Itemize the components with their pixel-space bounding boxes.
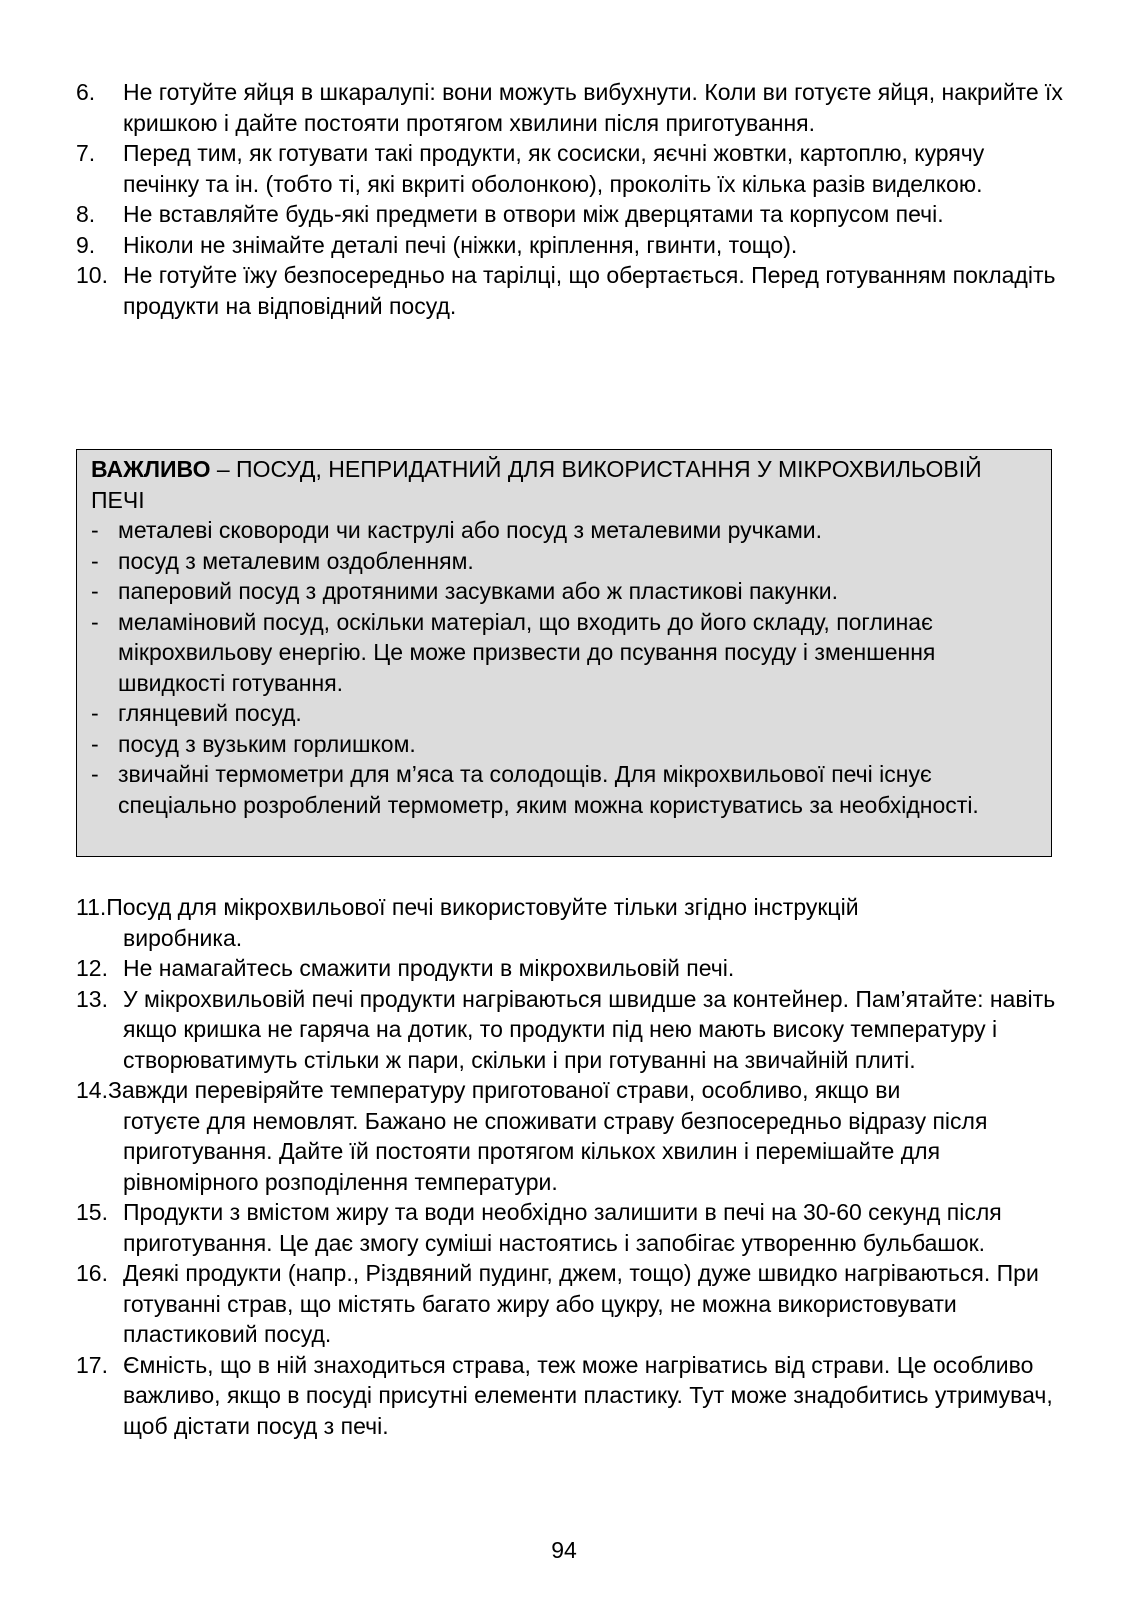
item-text: Перед тим, як готувати такі продукти, як сосиски, яєчні жовтки, картоплю, курячу печінку та ін. (тобто ті, які вкриті оболонкою), проколіть їх кілька разів виделкою. <box>123 140 985 197</box>
important-title-text: – ПОСУД, НЕПРИДАТНИЙ ДЛЯ ВИКОРИСТАННЯ У МІКРОХВИЛЬОВІЙ ПЕЧІ <box>91 456 982 513</box>
list-item <box>76 984 1066 1076</box>
unsuitable-item-text: меламіновий посуд, оскільки матеріал, що входить до його складу, поглинає мікрохвильову енергію. Це може призвести до псування посуду і зменшення швидкості готування. <box>118 608 936 696</box>
list-item <box>76 230 1066 261</box>
dash-marker: - <box>91 730 99 757</box>
item-text: Продукти з вмістом жиру та води необхідно залишити в печі на 30-60 секунд після приготування. Це дає змогу суміші настоятись і запобігає утворенню бульбашок. <box>123 1199 1002 1256</box>
dash-marker: - <box>91 578 99 604</box>
item-lead-line: 14.Завжди перевіряйте температуру приготованої страви, особливо, якщо ви <box>76 1077 901 1103</box>
item-number: 9. <box>76 231 96 258</box>
dash-marker: - <box>91 761 99 787</box>
dash-marker: - <box>91 547 99 574</box>
item-number: 16. <box>76 1260 108 1286</box>
item-text: Не готуйте яйця в шкаралупі: вони можуть вибухнути. Коли ви готуєте яйця, накрийте їх кришкою і дайте постояти протягом хвилини після приготування. <box>123 79 1063 136</box>
item-number: 15. <box>76 1199 108 1225</box>
unsuitable-item-text: паперовий посуд з дротяними засувками або ж пластикові пакунки. <box>118 578 839 604</box>
list-item <box>76 953 1066 984</box>
important-title <box>91 454 1041 515</box>
list-item <box>76 1350 1066 1442</box>
item-number: 12. <box>76 955 108 981</box>
unsuitable-item-text: металеві сковороди чи каструлі або посуд з металевими ручками. <box>118 517 823 543</box>
list-item <box>76 1258 1066 1350</box>
list-item <box>76 1075 1066 1197</box>
unsuitable-item <box>91 729 1041 760</box>
item-text: Не намагайтесь смажити продукти в мікрохвильовій печі. <box>123 955 735 981</box>
item-number: 8. <box>76 201 96 227</box>
dash-marker: - <box>91 700 99 726</box>
item-number: 10. <box>76 262 108 288</box>
item-text: Деякі продукти (напр., Різдвяний пудинг, джем, тощо) дуже швидко нагріваються. При готуванні страв, що містять багато жиру або цукру, не можна використовувати пластиковий посуд. <box>123 1260 1039 1347</box>
item-text: Не вставляйте будь-які предмети в отвори між дверцятами та корпусом печі. <box>123 201 944 227</box>
item-number: 17. <box>76 1351 108 1378</box>
item-text: виробника. <box>123 924 243 951</box>
important-label: ВАЖЛИВО <box>91 456 211 482</box>
unsuitable-item <box>91 515 1041 546</box>
item-text: Ємність, що в ній знаходиться страва, теж може нагріватись від страви. Це особливо важливо, якщо в посуді присутні елементи пластику. Тут може знадобитись утримувач, щоб дістати посуд з печі. <box>123 1351 1053 1439</box>
precautions-list-bottom <box>76 892 1066 1441</box>
item-number: 6. <box>76 79 96 105</box>
list-item <box>76 1197 1066 1258</box>
page-number: 94 <box>551 1537 577 1563</box>
dash-marker: - <box>91 608 99 635</box>
unsuitable-item <box>91 546 1041 577</box>
unsuitable-item <box>91 759 1041 820</box>
unsuitable-item-text: посуд з вузьким горлишком. <box>118 730 416 757</box>
important-notice-box <box>76 449 1052 857</box>
list-item <box>76 77 1066 138</box>
unsuitable-item <box>91 607 1041 699</box>
item-text: Ніколи не знімайте деталі печі (ніжки, кріплення, гвинти, тощо). <box>123 231 798 258</box>
item-text: Не готуйте їжу безпосередньо на тарілці, що обертається. Перед готуванням покладіть продукти на відповідний посуд. <box>123 262 1056 319</box>
item-number: 13. <box>76 985 108 1012</box>
item-lead-line: 11.Посуд для мікрохвильової печі використовуйте тільки згідно інструкцій <box>76 894 859 920</box>
unsuitable-item <box>91 698 1041 729</box>
list-item <box>76 260 1066 321</box>
item-number: 7. <box>76 140 96 166</box>
precautions-list-top <box>76 77 1066 321</box>
unsuitable-item <box>91 576 1041 607</box>
item-text: У мікрохвильовій печі продукти нагріваються швидше за контейнер. Пам’ятайте: навіть якщо кришка не гаряча на дотик, то продукти під нею мають високу температуру і створюватимуть стільки ж пари, скільки і при готуванні на звичайній плиті. <box>123 985 1056 1073</box>
unsuitable-item-text: звичайні термометри для м’яса та солодощів. Для мікрохвильової печі існує спеціально розроблений термометр, яким можна користуватись за необхідності. <box>118 761 979 818</box>
list-item <box>76 138 1066 199</box>
dash-marker: - <box>91 517 99 543</box>
list-item <box>76 199 1066 230</box>
unsuitable-item-text: посуд з металевим оздобленням. <box>118 547 474 574</box>
unsuitable-item-text: глянцевий посуд. <box>118 700 302 726</box>
item-text: готуєте для немовлят. Бажано не споживати страву безпосередньо відразу після приготування. Дайте їй постояти протягом кількох хвилин і перемішайте для рівномірного розподілення температури. <box>123 1107 988 1195</box>
list-item <box>76 892 1066 953</box>
